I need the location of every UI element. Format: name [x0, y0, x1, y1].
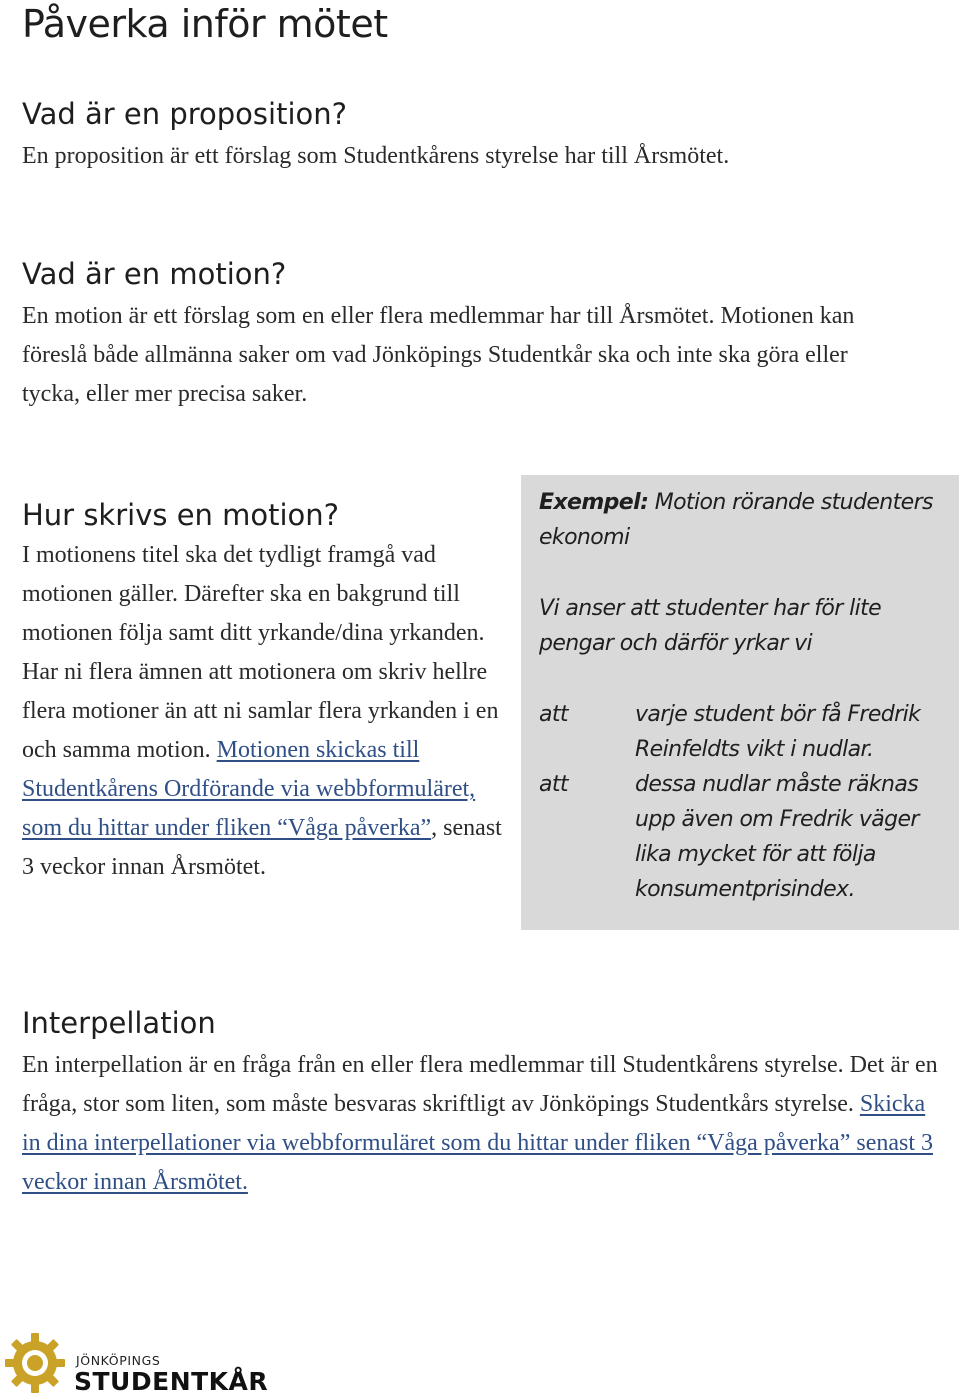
- gear-logo-icon: [4, 1332, 66, 1394]
- example-motion-box: [521, 475, 959, 930]
- proposition-text: En proposition är ett förslag som Studentkårens styrelse har till Årsmötet.: [22, 143, 730, 169]
- claim-att: att: [539, 772, 568, 797]
- section-proposition: [22, 97, 922, 176]
- example-label: Exempel:: [539, 490, 649, 515]
- motion-heading: Vad är en motion?: [22, 257, 287, 291]
- interpellation-text: En interpellation är en fråga från en eller flera medlemmar till Studentkårens styrelse. Det är en fråga, stor som liten, som måste besvaras skriftligt av Jönköpings Studentkårs styrelse.: [22, 1052, 938, 1117]
- example-claim: [539, 767, 943, 907]
- section-how-to-write-motion: [22, 498, 512, 887]
- example-claim: [539, 697, 943, 767]
- interpellation-heading: Interpellation: [22, 1006, 216, 1040]
- studentkar-logo: [4, 1332, 294, 1398]
- motion-form-link[interactable]: Motionen skickas till Studentkårens Ordförande via webbformuläret, som du hittar under fliken “Våga påverka”: [22, 737, 476, 841]
- claim-text: dessa nudlar måste räknas upp även om Fredrik väger lika mycket för att följa konsumentprisindex.: [635, 772, 919, 902]
- howto-tail: , senast 3 veckor innan Årsmötet.: [22, 815, 502, 880]
- motion-text: En motion är ett förslag som en eller flera medlemmar har till Årsmötet. Motionen kan föreslå både allmänna saker om vad Jönköpings Studentkår ska och inte ska göra eller tycka, eller mer precisa saker.: [22, 303, 855, 407]
- example-title: [539, 485, 943, 555]
- example-title-text: Motion rörande studenters ekonomi: [539, 490, 933, 550]
- interpellation-paragraph: [22, 1046, 942, 1202]
- section-interpellation: [22, 1006, 942, 1202]
- howto-text: I motionens titel ska det tydligt framgå vad motionen gäller. Därefter ska en bakgrund till motionen följa samt ditt yrkande/dina yrkanden. Har ni flera ämnen att motionera om skriv hellre flera motioner än att ni samlar flera yrkanden i en och samma motion.: [22, 542, 499, 763]
- claim-text: varje student bör få Fredrik Reinfeldts vikt i nudlar.: [635, 702, 921, 762]
- interpellation-form-link[interactable]: Skicka in dina interpellationer via webbformuläret som du hittar under fliken “Våga påverka” senast 3 veckor innan Årsmötet.: [22, 1091, 934, 1195]
- claim-att: att: [539, 702, 568, 727]
- example-lead: Vi anser att studenter har för lite pengar och därför yrkar vi: [539, 596, 882, 656]
- howto-paragraph: [22, 536, 512, 887]
- proposition-heading: Vad är en proposition?: [22, 97, 348, 131]
- section-motion: [22, 257, 862, 414]
- logo-line-2: STUDENTKÅR: [74, 1367, 269, 1396]
- page-title: Påverka inför mötet: [22, 2, 388, 46]
- logo-line-1: JÖNKÖPINGS: [76, 1353, 161, 1368]
- howto-heading: Hur skrivs en motion?: [22, 498, 340, 532]
